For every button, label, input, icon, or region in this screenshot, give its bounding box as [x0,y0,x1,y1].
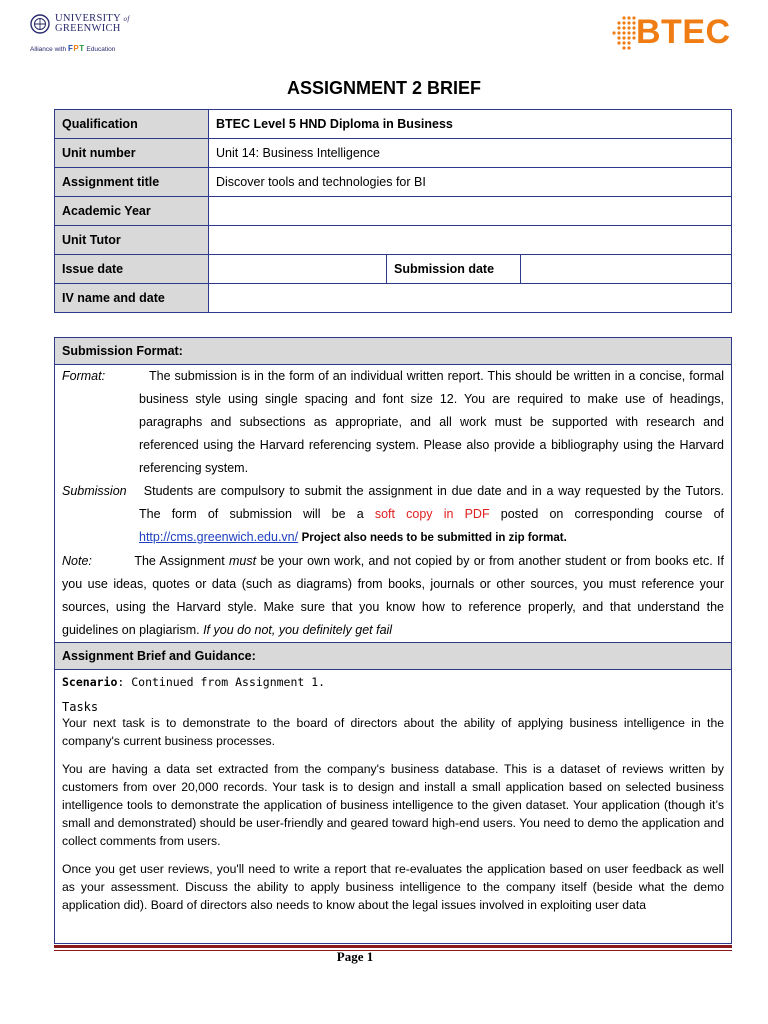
table-row [55,110,732,139]
assignment-title-value: Discover tools and technologies for BI [209,168,732,197]
submission-date-value [521,255,732,284]
unit-tutor-label: Unit Tutor [55,226,209,255]
table-row [55,255,732,284]
soft-copy-pdf-text: soft copy in PDF [374,507,490,521]
format-row [62,365,724,480]
table-row [55,139,732,168]
scenario-line: Scenario: Continued from Assignment 1. [62,675,326,689]
submission-row [62,480,724,550]
unit-number-value: Unit 14: Business Intelligence [209,139,732,168]
unit-number-label: Unit number [55,139,209,168]
assignment-title-label: Assignment title [55,168,209,197]
fpt-logo: FPT [67,44,85,53]
btec-dots-icon [612,14,636,54]
submission-format-section [55,365,731,642]
brief-box [54,337,732,944]
qualification-value: BTEC Level 5 HND Diploma in Business [209,110,732,139]
page-number: Page 1 [336,949,374,964]
academic-year-label: Academic Year [55,197,209,226]
issue-date-label: Issue date [55,255,209,284]
guidance-heading: Assignment Brief and Guidance: [55,642,731,670]
task-paragraph-2: You are having a data set extracted from the company's business database. This is a dataset of reviews written by customers from over 20,000 records. Your task is to design and install a small application based on selected business intelligence tools to demonstrate the application of business intelligence to the given dataset. Your application (though it’s small and demonstrated) should be user-friendly and geared toward high-end users. You need to demo the application and collect comments from users. [62,762,724,848]
submission-text: Students are compulsory to submit the assignment in due date and in a way requested by the Tutors. The form of submission will be a soft copy in PDF posted on corresponding course of http://cms.greenwich.edu.vn/ Project also needs to be submitted in zip format. [139,484,724,544]
note-row [62,550,724,642]
assignment-info-table [54,109,732,313]
note-text: Note: The Assignment must be your own work, and not copied by or from another student or from books etc. If you use ideas, quotes or data (such as diagrams) from books, journals or other sources, you must reference your sources, using the Harvard style. Make sure that you know how to reference properly, and that understand the guidelines on plagiarism. If you do not, you definitely get fail [62,554,724,637]
university-of-greenwich-logo [30,12,160,62]
task-paragraph-1: Your next task is to demonstrate to the board of directors about the ability of applying business intelligence in the company's current business processes. [62,716,724,748]
table-row [55,226,732,255]
academic-year-value [209,197,732,226]
cms-greenwich-link[interactable]: http://cms.greenwich.edu.vn/ [139,530,299,544]
table-row [55,284,732,313]
note-label: Note: [62,554,92,568]
table-row [55,168,732,197]
iv-name-value [209,284,732,313]
submission-label: Submission [62,484,127,498]
guidance-section [55,670,731,914]
iv-name-label: IV name and date [55,284,209,313]
submission-format-heading: Submission Format: [55,338,731,365]
university-name: UNIVERSITY of GREENWICH [55,13,130,34]
btec-logo [612,14,744,54]
format-label: Format: [62,369,106,383]
unit-tutor-value [209,226,732,255]
page-title: ASSIGNMENT 2 BRIEF [286,78,482,98]
task-paragraph-3: Once you get user reviews, you'll need to write a report that re-evaluates the application based on user feedback as well as your assessment. Discuss the ability to apply business intelligence to the company itself (beside what the demo application did). Board of directors also needs to know about the legal issues involved in exploiting user data [62,862,724,912]
issue-date-value [209,255,387,284]
table-row [55,197,732,226]
tasks-heading: Tasks [62,700,99,714]
submission-date-label: Submission date [387,255,521,284]
footer-divider [54,945,732,948]
greenwich-crest-icon [30,14,50,34]
format-text: The submission is in the form of an individual written report. This should be written in a concise, formal business style using single spacing and font size 12. You are required to make use of headings, paragraphs and subsections as appropriate, and all work must be supported with research and referenced using the Harvard referencing system. Please also provide a bibliography using the Harvard referencing system. [139,369,724,475]
alliance-text: Alliance with FPT Education [30,44,116,53]
qualification-label: Qualification [55,110,209,139]
btec-wordmark: BTEC [636,13,731,51]
